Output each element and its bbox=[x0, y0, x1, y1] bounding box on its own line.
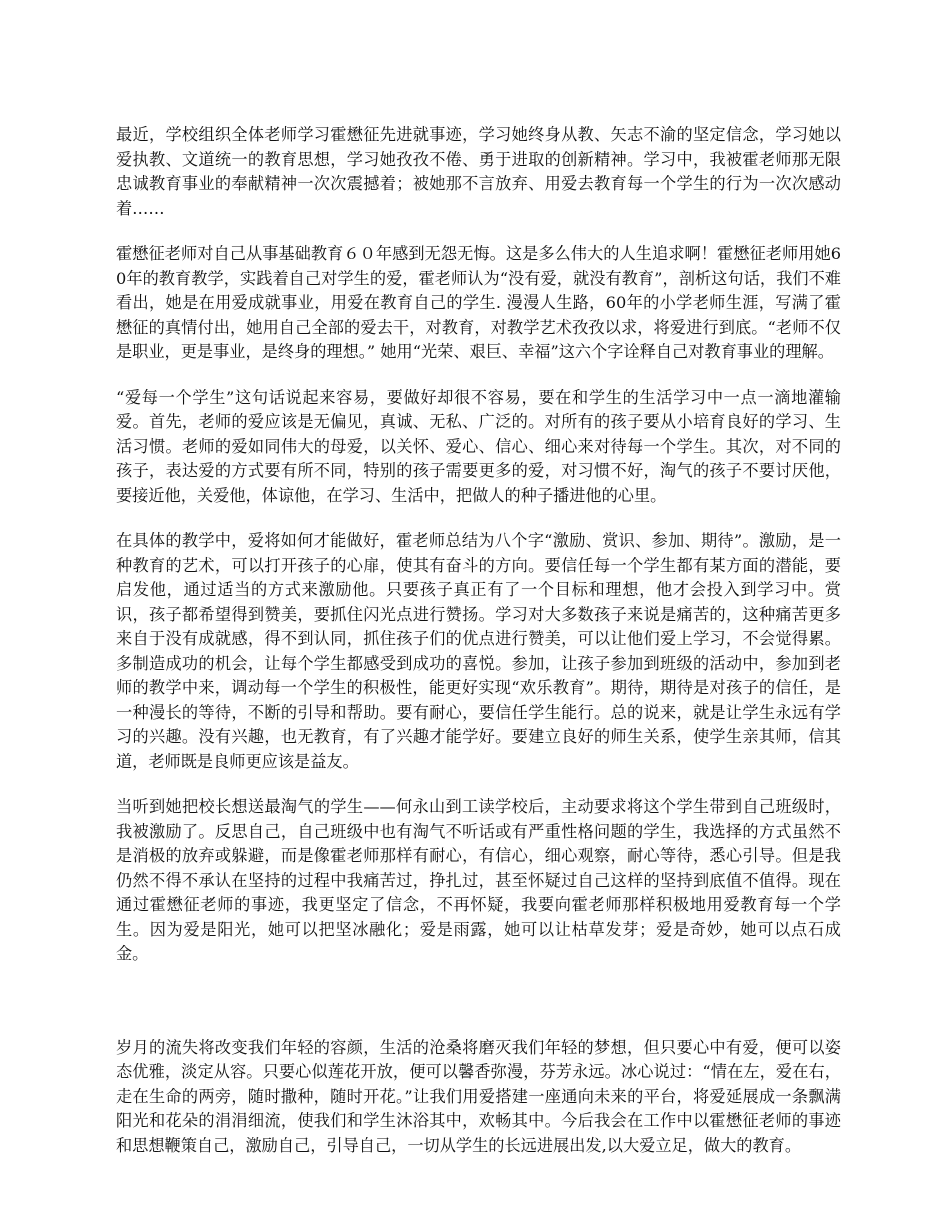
paragraph-teaching-method: 在具体的教学中，爱将如何才能做好，霍老师总结为八个字“激励、赏识、参加、期待”。激励，是一种教育的艺术，可以打开孩子的心扉，使其有奋斗的方向。要信任每一个学生都有某方面的潜能，要启发他，通过适当的方式来激励他。只要孩子真正有了一个目标和理想，他才会投入到学习中。赏识，孩子都希望得到赞美，要抓住闪光点进行赞扬。学习对大多数孩子来说是痛苦的，这种痛苦更多来自于没有成就感，得不到认同，抓住孩子们的优点进行赞美，可以让他们爱上学习，不会觉得累。多制造成功的机会，让每个学生都感受到成功的喜悦。参加，让孩子参加到班级的活动中，参加到老师的教学中来，调动每一个学生的积极性，能更好实现“欢乐教育”。期待，期待是对孩子的信任，是一种漫长的等待，不断的引导和帮助。要有耐心，要信任学生能行。总的说来，就是让学生永远有学习的兴趣。没有兴趣，也无教育，有了兴趣才能学好。要建立良好的师生关系，使学生亲其师，信其道，老师既是良师更应该是益友。 bbox=[116, 531, 841, 771]
paragraph-sixty-years: 霍懋征老师对自己从事基础教育６０年感到无怨无悔。这是多么伟大的人生追求啊！霍懋征老师用她60年的教育教学，实践着自己对学生的爱，霍老师认为“没有爱，就没有教育”，剖析这句话，我们不难看出，她是在用爱成就事业，用爱在教育自己的学生. 漫漫人生路，60年的小学老师生涯，写满了霍懋征的真情付出，她用自己全部的爱去干，对教育，对教学艺术孜孜以求，将爱进行到底。“老师不仅是职业，更是事业，是终身的理想。” 她用“光荣、艰巨、幸福”这六个字诠释自己对教育事业的理解。 bbox=[116, 244, 841, 361]
paragraph-conclusion: 岁月的流失将改变我们年轻的容颜，生活的沧桑将磨灭我们年轻的梦想，但只要心中有爱，便可以姿态优雅，淡定从容。只要心似莲花开放，便可以馨香弥漫，芬芳永远。冰心说过：“情在左，爱在右，走在生命的两旁，随时撒种，随时开花。”让我们用爱搭建一座通向未来的平台，将爱延展成一条飘满阳光和花朵的涓涓细流，使我们和学生沐浴其中，欢畅其中。今后我会在工作中以霍懋征老师的事迹和思想鞭策自己，激励自己，引导自己，一切从学生的长远进展出发,以大爱立足，做大的教育。 bbox=[116, 1037, 841, 1155]
paragraph-intro: 最近，学校组织全体老师学习霍懋征先进就事迹，学习她终身从教、矢志不渝的坚定信念，学习她以爱执教、文道统一的教育思想，学习她孜孜不倦、勇于进取的创新精神。学习中，我被霍老师那无限忠诚教育事业的奉献精神一次次震撼着；被她那不言放弃、用爱去教育每一个学生的行为一次次感动着…… bbox=[116, 125, 841, 218]
paragraph-reflection: 当听到她把校长想送最淘气的学生——何永山到工读学校后，主动要求将这个学生带到自己班级时，我被激励了。反思自己，自己班级中也有淘气不听话或有严重性格问题的学生，我选择的方式虽然不是消极的放弃或躲避，而是像霍老师那样有耐心，有信心，细心观察，耐心等待，悉心引导。但是我仍然不得不承认在坚持的过程中我痛苦过，挣扎过，甚至怀疑过自己这样的坚持到底值不值得。现在通过霍懋征老师的事迹，我更坚定了信念，不再怀疑，我要向霍老师那样积极地用爱教育每一个学生。因为爱是阳光，她可以把坚冰融化；爱是雨露，她可以让枯草发芽；爱是奇妙，她可以点石成金。 bbox=[116, 797, 841, 963]
paragraph-spacer bbox=[116, 988, 841, 1036]
paragraph-love-every-student: “爱每一个学生”这句话说起来容易，要做好却很不容易，要在和学生的生活学习中一点一滴地灌输爱。首先，老师的爱应该是无偏见，真诚、无私、广泛的。对所有的孩子要从小培育良好的学习、生活习惯。老师的爱如同伟大的母爱，以关怀、爱心、信心、细心来对待每一个学生。其次，对不同的孩子，表达爱的方式要有所不同，特别的孩子需要更多的爱，对习惯不好，淘气的孩子不要讨厌他，要接近他，关爱他，体谅他，在学习、生活中，把做人的种子播进他的心里。 bbox=[116, 387, 841, 505]
document-body bbox=[116, 123, 841, 1179]
